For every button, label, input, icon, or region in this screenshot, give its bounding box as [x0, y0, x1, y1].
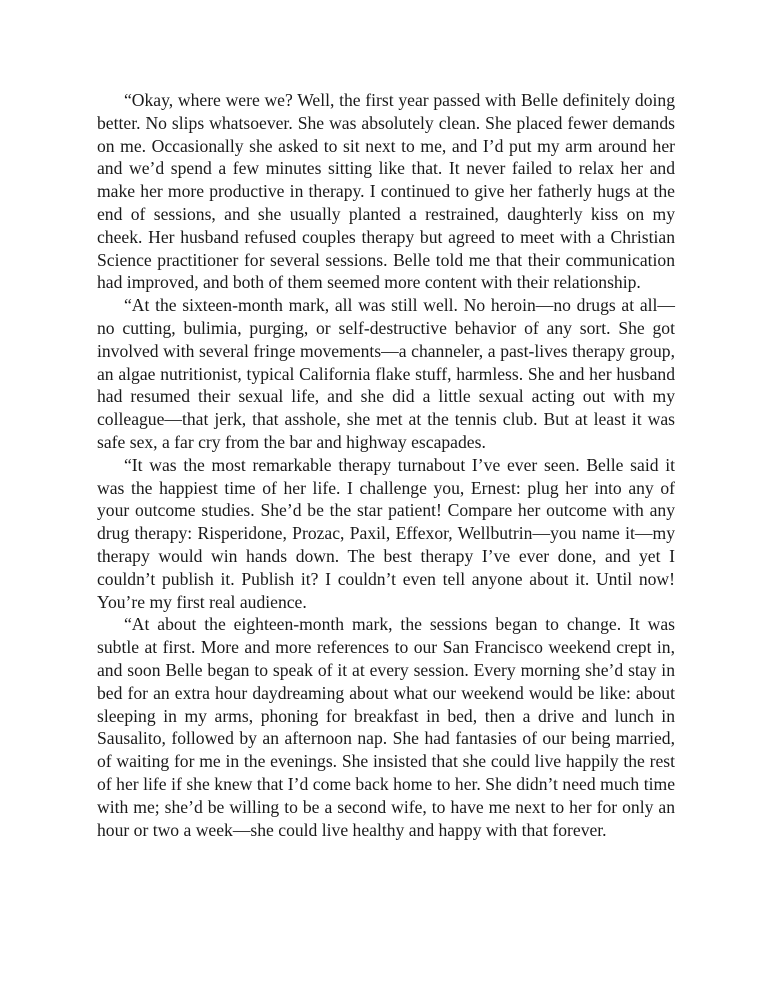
paragraph-3: “It was the most remarkable therapy turnabout I’ve ever seen. Belle said it was the happiest time of her life. I challenge you, Ernest: plug her into any of your outcome studies. She’d be the star patient! Compare her outcome with any drug therapy: Risperidone, Prozac, Paxil, Effexor, Wellbutrin—you name it—my therapy would win hands down. The best therapy I’ve ever done, and yet I couldn’t publish it. Publish it? I couldn’t even tell anyone about it. Until now! You’re my first real audience.	[97, 454, 675, 612]
paragraph-1: “Okay, where were we? Well, the first year passed with Belle definitely doing better. No slips whatsoever. She was absolutely clean. She placed fewer demands on me. Occasionally she asked to sit next to me, and I’d put my arm around her and we’d spend a few minutes sitting like that. It never failed to relax her and make her more productive in therapy. I continued to give her fatherly hugs at the end of sessions, and she usually planted a restrained, daughterly kiss on my cheek. Her husband refused couples therapy but agreed to meet with a Christian Science practitioner for several sessions. Belle told me that their communication had improved, and both of them seemed more content with their relationship.	[97, 90, 675, 293]
paragraph-4: “At about the eighteen-month mark, the sessions began to change. It was subtle at first. More and more references to our San Francisco weekend crept in, and soon Belle began to speak of it at every session. Every morning she’d stay in bed for an extra hour daydreaming about what our weekend would be like: about sleeping in my arms, phoning for breakfast in bed, then a drive and lunch in Sausalito, followed by an afternoon nap. She had fantasies of our being married, of waiting for me in the evenings. She insisted that she could live happily the rest of her life if she knew that I’d come back home to her. She didn’t need much time with me; she’d be willing to be a second wife, to have me next to her for only an hour or two a week—she could live healthy and happy with that forever.	[97, 614, 675, 840]
page-text	[97, 89, 675, 841]
paragraph-2: “At the sixteen-month mark, all was still well. No heroin—no drugs at all—no cutting, bulimia, purging, or self-destructive behavior of any sort. She got involved with several fringe movements—a channeler, a past-lives therapy group, an algae nutritionist, typical California flake stuff, harmless. She and her husband had resumed their sexual life, and she did a little sexual acting out with my colleague—that jerk, that asshole, she met at the tennis club. But at least it was safe sex, a far cry from the bar and highway escapades.	[97, 295, 675, 452]
